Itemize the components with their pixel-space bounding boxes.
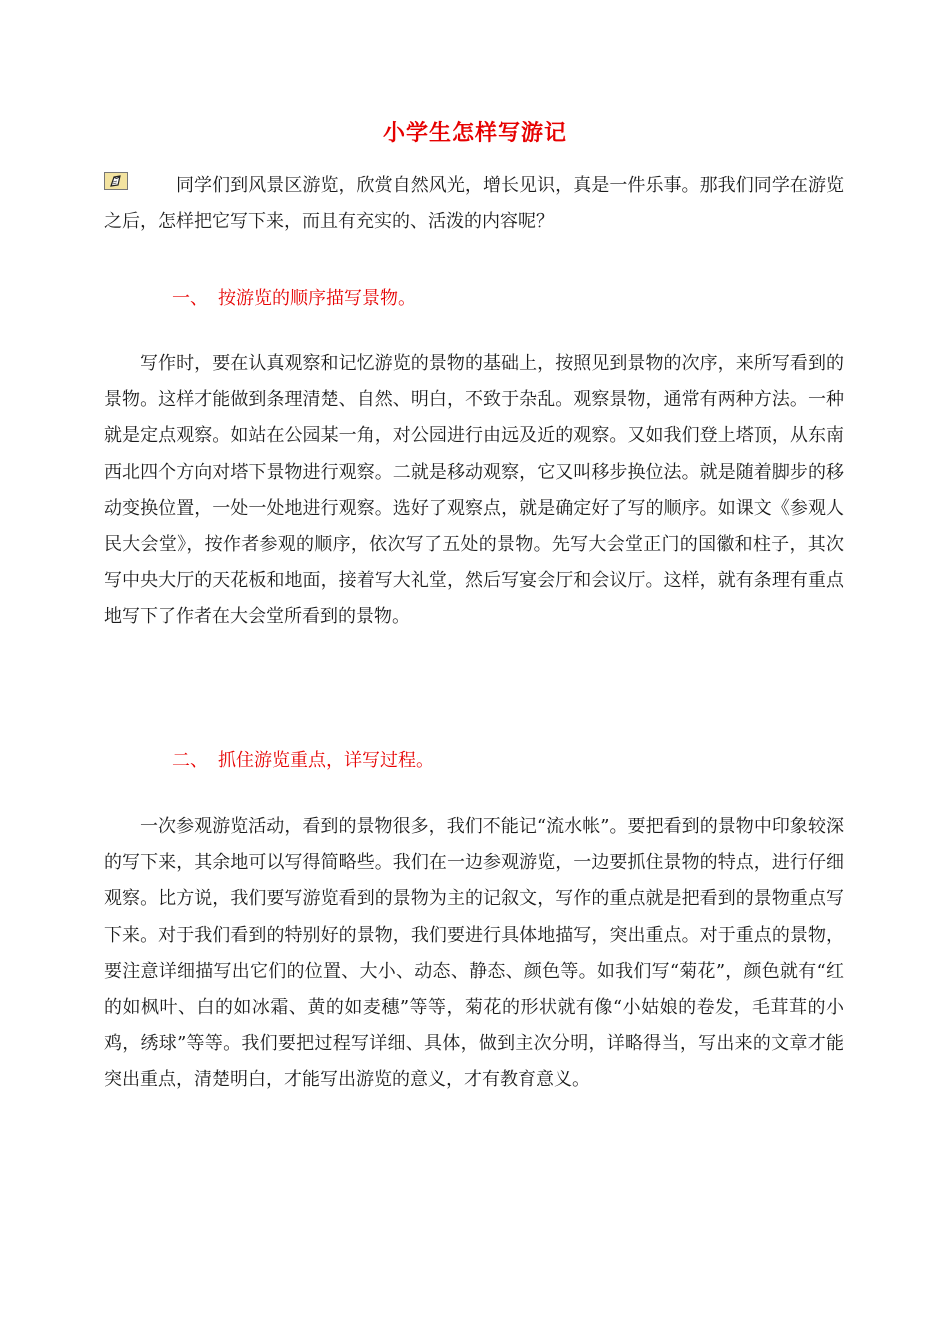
section-body-2: 一次参观游览活动，看到的景物很多，我们不能记“流水帐”。要把看到的景物中印象较深的写下来，其余地可以写得简略些。我们在一边参观游览，一边要抓住景物的特点，进行仔细观察。比方说，我们要写游览看到的景物为主的记叙文，写作的重点就是把看到的景物重点写下来。对于我们看到的特别好的景物，我们要进行具体地描写，突出重点。对于重点的景物，要注意详细描写出它们的位置、大小、动态、静态、颜色等。如我们写“菊花”，颜色就有“红的如枫叶、白的如冰霜、黄的如麦穗”等等，菊花的形状就有像“小姑娘的卷发，毛茸茸的小鸡，绣球”等等。我们要把过程写详细、具体，做到主次分明，详略得当，写出来的文章才能突出重点，清楚明白，才能写出游览的意义，才有教育意义。 <box>104 816 844 1091</box>
section-heading-text-2: 抓住游览重点，详写过程。 <box>218 750 434 771</box>
intro-paragraph: 同学们到风景区游览，欣赏自然风光，增长见识，真是一件乐事。那我们同学在游览之后，怎样把它写下来，而且有充实的、活泼的内容呢？ <box>104 175 844 233</box>
page-title: 小学生怎样写游记 <box>382 120 567 146</box>
section-body-1: 写作时，要在认真观察和记忆游览的景物的基础上，按照见到景物的次序，来所写看到的景物。这样才能做到条理清楚、自然、明白，不致于杂乱。观察景物，通常有两种方法。一种就是定点观察。如站在公园某一角，对公园进行由远及近的观察。又如我们登上塔顶，从东南西北四个方向对塔下景物进行观察。二就是移动观察，它又叫移步换位法。就是随着脚步的移动变换位置，一处一处地进行观察。选好了观察点，就是确定好了写的顺序。如课文《参观人民大会堂》，按作者参观的顺序，依次写了五处的景物。先写大会堂正门的国徽和柱子，其次写中央大厅的天花板和地面，接着写大礼堂，然后写宴会厅和会议厅。这样，就有条理有重点地写下了作者在大会堂所看到的景物。 <box>104 353 844 628</box>
section-number-1: 一、 <box>172 288 208 309</box>
section-heading-1 <box>172 284 416 314</box>
section-number-2: 二、 <box>172 750 208 771</box>
section-heading-text-1: 按游览的顺序描写景物。 <box>218 288 416 309</box>
section-heading-2 <box>172 746 434 776</box>
